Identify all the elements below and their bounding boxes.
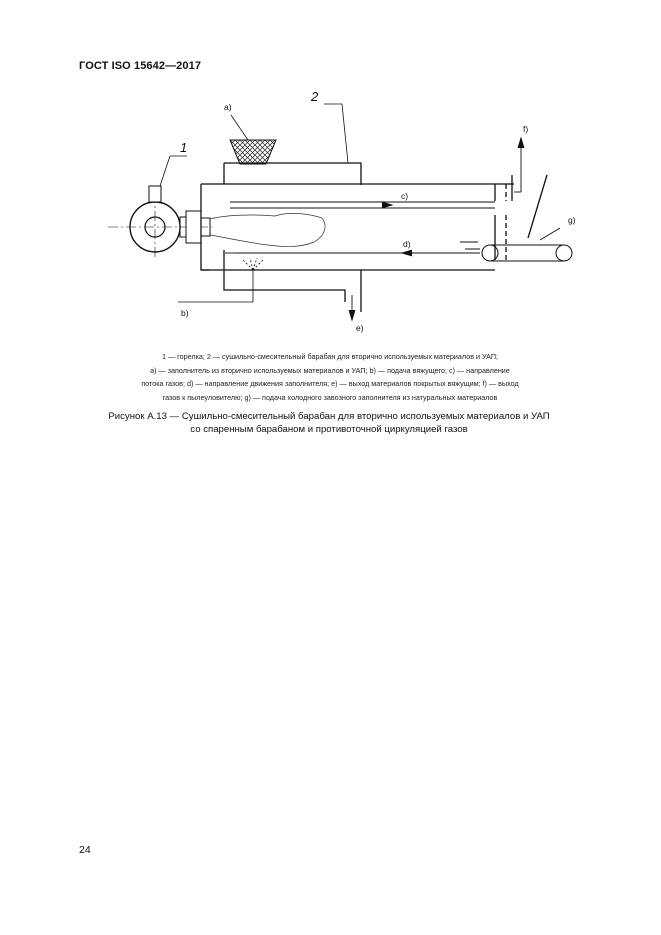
label-e: e) (356, 323, 364, 333)
legend-line-3: потока газов; d) — направление движения заполнителя; e) — выход материалов покрытых вяжущим; f) — выход (141, 379, 519, 388)
legend-line-1: 1 — горелка; 2 — сушильно-смесительный барабан для вторично используемых материалов и УАП; (161, 352, 498, 361)
caption-line-1: Рисунок А.13 — Сушильно-смесительный барабан для вторично используемых материалов и УАП (108, 411, 550, 422)
caption-line-2: со спаренным барабаном и противоточной циркуляцией газов (190, 424, 468, 435)
material-outlet (349, 295, 355, 320)
exhaust-arrow (514, 138, 524, 192)
figure-caption (70, 410, 588, 436)
label-f: f) (523, 124, 529, 134)
burner (108, 156, 212, 260)
hopper (230, 140, 276, 164)
legend-line-2: a) — заполнитель из вторично используемых материалов и УАП; b) — подача вяжущего; c) — направление (150, 365, 510, 375)
label-c: c) (401, 191, 409, 201)
label-burner-number: 1 (180, 140, 188, 155)
binder-spray (178, 258, 263, 302)
drum-mixer-figure (100, 90, 600, 340)
page-number: 24 (79, 844, 91, 856)
gas-flow-arrow (230, 202, 495, 208)
aggregate-flow-arrow (225, 250, 480, 256)
label-drum-number: 2 (311, 90, 319, 104)
label-b: b) (181, 308, 189, 318)
figure-legend (88, 350, 572, 404)
flame (210, 213, 325, 246)
label-a: a) (224, 102, 232, 112)
drum-mixer-diagram (100, 90, 600, 340)
legend-line-4: газов к пылеуловителю; g) — подача холодного завозного заполнителя из натуральных материалов (162, 392, 498, 402)
conveyor (460, 228, 572, 261)
label-d: d) (403, 239, 411, 249)
hopper-leader-line (231, 115, 248, 140)
standard-header: ГОСТ ISO 15642—2017 (79, 60, 202, 72)
label-g: g) (568, 215, 576, 225)
drum-leader-line (324, 104, 348, 163)
